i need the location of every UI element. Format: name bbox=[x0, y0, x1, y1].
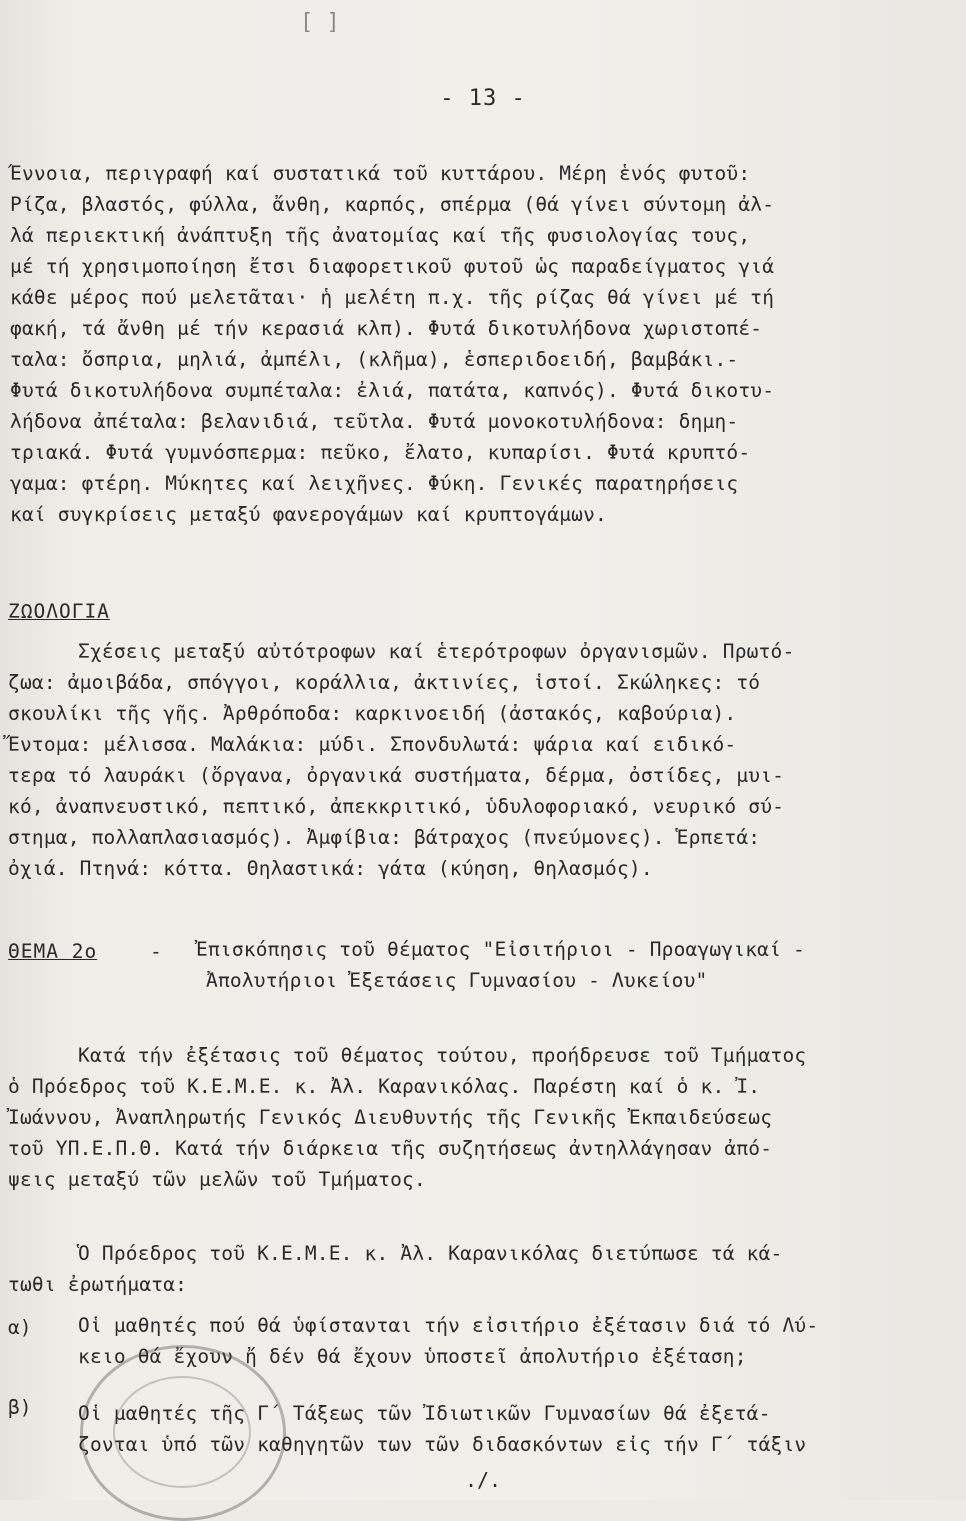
official-seal-stamp bbox=[80, 1345, 286, 1521]
text-line: ὀχιά. Πτηνά: κόττα. Θηλαστικά: γάτα (κύηση, θηλασμός). bbox=[8, 857, 653, 880]
question-b-label: β) bbox=[8, 1396, 32, 1419]
text-line: Ρίζα, βλαστός, φύλλα, ἄνθη, καρπός, σπέρμα (θά γίνει σύντομη ἀλ- bbox=[10, 193, 775, 216]
text-line: τερα τό λαυράκι (ὄργανα, ὀργανικά συστήματα, δέρμα, ὀστίδες, μυι- bbox=[8, 764, 785, 787]
text-line: Ὁ Πρόεδρος τοῦ Κ.Ε.Μ.Ε. κ. Ἀλ. Καρανικόλας διετύπωσε τά κά- bbox=[78, 1242, 783, 1265]
text-line: Σχέσεις μεταξύ αὐτότροφων καί ἑτερότροφων ὀργανισμῶν. Πρωτό- bbox=[78, 640, 795, 663]
text-line: τωθι ἐρωτήματα: bbox=[8, 1273, 188, 1296]
text-line: ὁ Πρόεδρος τοῦ Κ.Ε.Μ.Ε. κ. Ἀλ. Καρανικόλας. Παρέστη καί ὁ κ. Ἰ. bbox=[8, 1075, 761, 1098]
topic-label: ΘΕΜΑ 2ο bbox=[8, 940, 98, 963]
continuation-mark: ./. bbox=[464, 1468, 502, 1492]
text-line: γαμα: φτέρη. Μύκητες καί λειχῆνες. Φύκη. Γενικές παρατηρήσεις bbox=[10, 472, 739, 495]
topic-title bbox=[196, 934, 916, 996]
text-line: ζωα: ἀμοιβάδα, σπόγγοι, κοράλλια, ἀκτινίες, ἱστοί. Σκώληκες: τό bbox=[8, 671, 761, 694]
text-line: στημα, πολλαπλασιασμός). Ἀμφίβια: βάτραχος (πνεύμονες). Ἑρπετά: bbox=[8, 826, 761, 849]
text-line: Οἱ μαθητές πού θά ὑφίστανται τήν εἰσιτήριο ἐξέτασιν διά τό Λύ- bbox=[78, 1314, 819, 1337]
question-a-label: α) bbox=[8, 1316, 32, 1339]
text-line: τριακά. Φυτά γυμνόσπερμα: πεῦκο, ἔλατο, κυπαρίσι. Φυτά κρυπτό- bbox=[10, 441, 751, 464]
text-line: μέ τή χρησιμοποίηση ἔτσι διαφορετικοῦ φυτοῦ ὡς παραδείγματος γιά bbox=[10, 255, 775, 278]
text-line: ψεις μεταξύ τῶν μελῶν τοῦ Τμήματος. bbox=[8, 1168, 426, 1191]
text-line: καί συγκρίσεις μεταξύ φανερογάμων καί κρυπτογάμων. bbox=[10, 503, 607, 526]
text-line: λά περιεκτική ἀνάπτυξη τῆς ἀνατομίας καί τῆς φυσιολογίας τους, bbox=[10, 224, 751, 247]
zoology-paragraph bbox=[8, 636, 908, 884]
text-line: κάθε μέρος πού μελετᾶται· ἡ μελέτη π.χ. τῆς ρίζας θά γίνει μέ τή bbox=[10, 286, 775, 309]
text-line: ταλα: ὄσπρια, μηλιά, ἀμπέλι, (κλῆμα), ἑσπεριδοειδή, βαμβάκι.- bbox=[10, 348, 739, 371]
text-line: κειο θά ἔχουν ἤ δέν θά ἔχουν ὑποστεῖ ἀπολυτήριο ἐξέταση; bbox=[78, 1345, 747, 1368]
botany-paragraph bbox=[10, 158, 910, 530]
questions-intro bbox=[8, 1238, 908, 1300]
text-line: φακή, τά ἄνθη μέ τήν κερασιά κλπ). Φυτά δικοτυλήδονα χωριστοπέ- bbox=[10, 317, 763, 340]
page-number: - 13 - bbox=[440, 86, 526, 111]
text-line: τοῦ ΥΠ.Ε.Π.Θ. Κατά τήν διάρκεια τῆς συζητήσεως ἀντηλλάγησαν ἀπό- bbox=[8, 1137, 773, 1160]
session-paragraph bbox=[8, 1040, 908, 1195]
text-line: σκουλίκι τῆς γῆς. Ἀρθρόποδα: καρκινοειδή (ἀστακός, καβούρια). bbox=[8, 702, 737, 725]
text-line: Ἔντομα: μέλισσα. Μαλάκια: μύδι. Σπονδυλωτά: ψάρια καί ειδικό- bbox=[8, 733, 737, 756]
topic-title-line: Ἐπισκόπησις τοῦ θέματος "Εἰσιτήριοι - Προαγωγικαί - bbox=[196, 938, 805, 961]
text-line: Κατά τήν ἐξέτασις τοῦ θέματος τούτου, προήδρευσε τοῦ Τμήματος bbox=[78, 1044, 807, 1067]
text-line: λήδονα ἀπέταλα: βελανιδιά, τεῦτλα. Φυτά μονοκοτυλήδονα: δημη- bbox=[10, 410, 739, 433]
text-line: Φυτά δικοτυλήδονα συμπέταλα: ἐλιά, πατάτα, καπνός). Φυτά δικοτυ- bbox=[10, 379, 775, 402]
text-line: ζονται ὑπό τῶν καθηγητῶν των τῶν διδασκόντων εἰς τήν Γ΄ τάξιν bbox=[78, 1433, 807, 1456]
topic-dash: - bbox=[150, 940, 162, 963]
text-line: Οἱ μαθητές τῆς Γ΄ Τάξεως τῶν Ἰδιωτικῶν Γυμνασίων θά ἐξετά- bbox=[78, 1402, 771, 1425]
zoology-heading: ΖΩΟΛΟΓΙΑ bbox=[8, 600, 110, 623]
text-line: κό, ἀναπνευστικό, πεπτικό, ἀπεκκριτικό, ὑδυλοφοριακό, νευρικό σύ- bbox=[8, 795, 785, 818]
text-line: Ἰωάννου, Ἀναπληρωτής Γενικός Διευθυντής τῆς Γενικῆς Ἐκπαιδεύσεως bbox=[8, 1106, 773, 1129]
text-line: Έννοια, περιγραφή καί συστατικά τοῦ κυττάρου. Μέρη ἑνός φυτοῦ: bbox=[10, 162, 751, 185]
handwritten-mark: [ ] bbox=[300, 10, 340, 35]
topic-title-line: Ἀπολυτήριοι Ἐξετάσεις Γυμνασίου - Λυκείου" bbox=[206, 969, 708, 992]
